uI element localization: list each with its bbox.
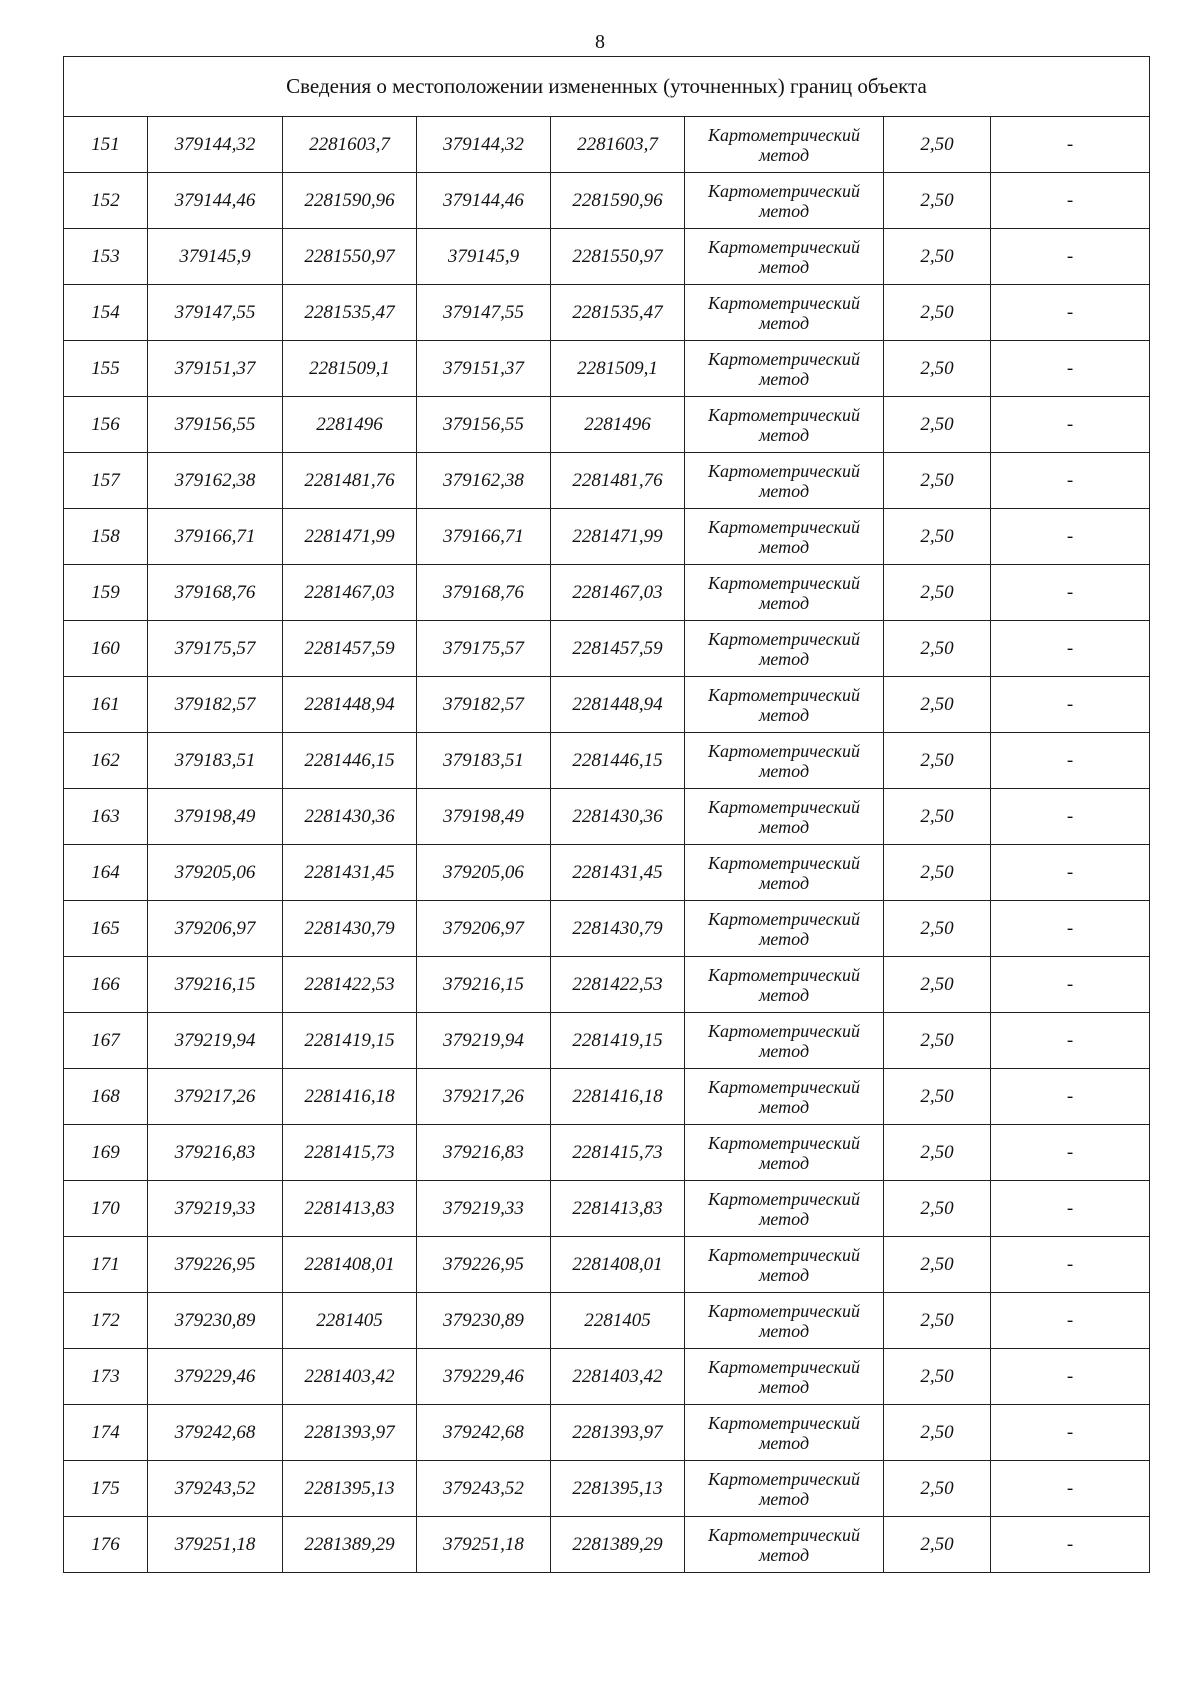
existing-y-cell: 2281408,01 xyxy=(283,1237,417,1293)
table-row xyxy=(64,733,1150,789)
accuracy-cell: 2,50 xyxy=(884,901,991,957)
table-row xyxy=(64,845,1150,901)
method-line-1: Картометрический xyxy=(707,796,860,817)
table-row xyxy=(64,1181,1150,1237)
accuracy-cell: 2,50 xyxy=(884,285,991,341)
accuracy-cell: 2,50 xyxy=(884,1517,991,1573)
accuracy-cell: 2,50 xyxy=(884,1181,991,1237)
method-cell xyxy=(685,1461,884,1517)
method-line-2: метод xyxy=(758,200,810,221)
method-line-1: Картометрический xyxy=(707,1076,860,1097)
accuracy-cell: 2,50 xyxy=(884,621,991,677)
existing-y-cell: 2281590,96 xyxy=(283,173,417,229)
new-y-cell: 2281448,94 xyxy=(551,677,685,733)
table-row xyxy=(64,509,1150,565)
new-x-cell: 379230,89 xyxy=(417,1293,551,1349)
accuracy-cell: 2,50 xyxy=(884,957,991,1013)
point-number-cell: 152 xyxy=(64,173,148,229)
new-y-cell: 2281535,47 xyxy=(551,285,685,341)
accuracy-cell: 2,50 xyxy=(884,1125,991,1181)
method-line-1: Картометрический xyxy=(707,292,860,313)
note-cell: - xyxy=(991,565,1150,621)
method-cell xyxy=(685,789,884,845)
point-number-cell: 166 xyxy=(64,957,148,1013)
method-line-1: Картометрический xyxy=(707,236,860,257)
point-number-cell: 171 xyxy=(64,1237,148,1293)
method-line-1: Картометрический xyxy=(707,908,860,929)
method-line-2: метод xyxy=(758,312,810,333)
new-y-cell: 2281389,29 xyxy=(551,1517,685,1573)
existing-x-cell: 379206,97 xyxy=(148,901,283,957)
method-line-1: Картометрический xyxy=(707,1300,860,1321)
method-line-2: метод xyxy=(758,1152,810,1173)
accuracy-cell: 2,50 xyxy=(884,1237,991,1293)
existing-y-cell: 2281389,29 xyxy=(283,1517,417,1573)
note-cell: - xyxy=(991,1013,1150,1069)
method-line-1: Картометрический xyxy=(707,628,860,649)
method-cell xyxy=(685,1237,884,1293)
accuracy-cell: 2,50 xyxy=(884,677,991,733)
new-y-cell: 2281419,15 xyxy=(551,1013,685,1069)
note-cell: - xyxy=(991,901,1150,957)
new-x-cell: 379166,71 xyxy=(417,509,551,565)
existing-x-cell: 379251,18 xyxy=(148,1517,283,1573)
new-x-cell: 379156,55 xyxy=(417,397,551,453)
table-row xyxy=(64,677,1150,733)
existing-y-cell: 2281419,15 xyxy=(283,1013,417,1069)
existing-y-cell: 2281471,99 xyxy=(283,509,417,565)
method-line-2: метод xyxy=(758,144,810,165)
new-y-cell: 2281405 xyxy=(551,1293,685,1349)
point-number-cell: 175 xyxy=(64,1461,148,1517)
method-line-2: метод xyxy=(758,1208,810,1229)
method-line-2: метод xyxy=(758,1264,810,1285)
table-row xyxy=(64,285,1150,341)
method-line-1: Картометрический xyxy=(707,1412,860,1433)
accuracy-cell: 2,50 xyxy=(884,789,991,845)
existing-y-cell: 2281550,97 xyxy=(283,229,417,285)
method-cell xyxy=(685,957,884,1013)
new-y-cell: 2281471,99 xyxy=(551,509,685,565)
method-line-1: Картометрический xyxy=(707,1244,860,1265)
existing-y-cell: 2281446,15 xyxy=(283,733,417,789)
note-cell: - xyxy=(991,677,1150,733)
note-cell: - xyxy=(991,1349,1150,1405)
existing-x-cell: 379226,95 xyxy=(148,1237,283,1293)
new-x-cell: 379144,46 xyxy=(417,173,551,229)
new-y-cell: 2281496 xyxy=(551,397,685,453)
method-cell xyxy=(685,173,884,229)
existing-y-cell: 2281467,03 xyxy=(283,565,417,621)
note-cell: - xyxy=(991,1069,1150,1125)
table-row xyxy=(64,1069,1150,1125)
existing-y-cell: 2281422,53 xyxy=(283,957,417,1013)
new-y-cell: 2281408,01 xyxy=(551,1237,685,1293)
existing-x-cell: 379217,26 xyxy=(148,1069,283,1125)
new-y-cell: 2281415,73 xyxy=(551,1125,685,1181)
accuracy-cell: 2,50 xyxy=(884,453,991,509)
point-number-cell: 168 xyxy=(64,1069,148,1125)
new-x-cell: 379162,38 xyxy=(417,453,551,509)
new-y-cell: 2281457,59 xyxy=(551,621,685,677)
note-cell: - xyxy=(991,845,1150,901)
new-y-cell: 2281422,53 xyxy=(551,957,685,1013)
existing-y-cell: 2281535,47 xyxy=(283,285,417,341)
method-line-1: Картометрический xyxy=(707,572,860,593)
new-x-cell: 379219,33 xyxy=(417,1181,551,1237)
new-y-cell: 2281403,42 xyxy=(551,1349,685,1405)
method-cell xyxy=(685,1293,884,1349)
new-y-cell: 2281590,96 xyxy=(551,173,685,229)
method-line-2: метод xyxy=(758,1096,810,1117)
method-cell xyxy=(685,117,884,173)
existing-x-cell: 379162,38 xyxy=(148,453,283,509)
table-row xyxy=(64,621,1150,677)
table-row xyxy=(64,1461,1150,1517)
new-y-cell: 2281416,18 xyxy=(551,1069,685,1125)
table-row xyxy=(64,1349,1150,1405)
existing-x-cell: 379242,68 xyxy=(148,1405,283,1461)
table-header-row xyxy=(64,57,1150,117)
coordinates-table xyxy=(63,56,1150,1573)
point-number-cell: 161 xyxy=(64,677,148,733)
existing-x-cell: 379145,9 xyxy=(148,229,283,285)
point-number-cell: 163 xyxy=(64,789,148,845)
method-line-2: метод xyxy=(758,1376,810,1397)
point-number-cell: 170 xyxy=(64,1181,148,1237)
method-line-2: метод xyxy=(758,648,810,669)
new-x-cell: 379219,94 xyxy=(417,1013,551,1069)
new-x-cell: 379198,49 xyxy=(417,789,551,845)
note-cell: - xyxy=(991,229,1150,285)
table-row xyxy=(64,789,1150,845)
new-x-cell: 379229,46 xyxy=(417,1349,551,1405)
new-y-cell: 2281481,76 xyxy=(551,453,685,509)
existing-x-cell: 379198,49 xyxy=(148,789,283,845)
existing-x-cell: 379229,46 xyxy=(148,1349,283,1405)
new-x-cell: 379216,15 xyxy=(417,957,551,1013)
existing-y-cell: 2281430,79 xyxy=(283,901,417,957)
existing-y-cell: 2281415,73 xyxy=(283,1125,417,1181)
point-number-cell: 165 xyxy=(64,901,148,957)
point-number-cell: 151 xyxy=(64,117,148,173)
method-cell xyxy=(685,677,884,733)
note-cell: - xyxy=(991,509,1150,565)
new-x-cell: 379182,57 xyxy=(417,677,551,733)
point-number-cell: 154 xyxy=(64,285,148,341)
point-number-cell: 158 xyxy=(64,509,148,565)
new-y-cell: 2281550,97 xyxy=(551,229,685,285)
new-y-cell: 2281431,45 xyxy=(551,845,685,901)
table-row xyxy=(64,117,1150,173)
existing-x-cell: 379243,52 xyxy=(148,1461,283,1517)
existing-y-cell: 2281430,36 xyxy=(283,789,417,845)
table-row xyxy=(64,341,1150,397)
note-cell: - xyxy=(991,1181,1150,1237)
new-x-cell: 379251,18 xyxy=(417,1517,551,1573)
point-number-cell: 172 xyxy=(64,1293,148,1349)
method-cell xyxy=(685,845,884,901)
new-y-cell: 2281509,1 xyxy=(551,341,685,397)
table-row xyxy=(64,1125,1150,1181)
accuracy-cell: 2,50 xyxy=(884,1461,991,1517)
method-line-1: Картометрический xyxy=(707,460,860,481)
method-cell xyxy=(685,1125,884,1181)
method-line-2: метод xyxy=(758,480,810,501)
existing-y-cell: 2281457,59 xyxy=(283,621,417,677)
method-line-2: метод xyxy=(758,1432,810,1453)
method-line-1: Картометрический xyxy=(707,1020,860,1041)
method-line-2: метод xyxy=(758,536,810,557)
existing-x-cell: 379151,37 xyxy=(148,341,283,397)
new-x-cell: 379145,9 xyxy=(417,229,551,285)
existing-x-cell: 379216,15 xyxy=(148,957,283,1013)
new-x-cell: 379168,76 xyxy=(417,565,551,621)
existing-x-cell: 379175,57 xyxy=(148,621,283,677)
method-line-2: метод xyxy=(758,872,810,893)
existing-y-cell: 2281603,7 xyxy=(283,117,417,173)
method-cell xyxy=(685,901,884,957)
new-y-cell: 2281395,13 xyxy=(551,1461,685,1517)
method-cell xyxy=(685,1069,884,1125)
existing-y-cell: 2281405 xyxy=(283,1293,417,1349)
table-row xyxy=(64,1517,1150,1573)
existing-x-cell: 379205,06 xyxy=(148,845,283,901)
method-cell xyxy=(685,1517,884,1573)
method-line-1: Картометрический xyxy=(707,404,860,425)
method-cell xyxy=(685,1013,884,1069)
existing-x-cell: 379183,51 xyxy=(148,733,283,789)
new-x-cell: 379151,37 xyxy=(417,341,551,397)
method-line-2: метод xyxy=(758,928,810,949)
existing-x-cell: 379166,71 xyxy=(148,509,283,565)
note-cell: - xyxy=(991,1237,1150,1293)
existing-y-cell: 2281416,18 xyxy=(283,1069,417,1125)
existing-x-cell: 379216,83 xyxy=(148,1125,283,1181)
point-number-cell: 156 xyxy=(64,397,148,453)
note-cell: - xyxy=(991,173,1150,229)
method-line-2: метод xyxy=(758,704,810,725)
note-cell: - xyxy=(991,733,1150,789)
new-y-cell: 2281413,83 xyxy=(551,1181,685,1237)
new-x-cell: 379243,52 xyxy=(417,1461,551,1517)
method-line-1: Картометрический xyxy=(707,964,860,985)
note-cell: - xyxy=(991,285,1150,341)
method-line-2: метод xyxy=(758,424,810,445)
accuracy-cell: 2,50 xyxy=(884,733,991,789)
point-number-cell: 164 xyxy=(64,845,148,901)
table-title: Сведения о местоположении измененных (уточненных) границ объекта xyxy=(64,57,1150,117)
method-cell xyxy=(685,453,884,509)
accuracy-cell: 2,50 xyxy=(884,1349,991,1405)
method-line-1: Картометрический xyxy=(707,852,860,873)
accuracy-cell: 2,50 xyxy=(884,173,991,229)
method-cell xyxy=(685,229,884,285)
table-row xyxy=(64,397,1150,453)
method-line-2: метод xyxy=(758,1544,810,1565)
point-number-cell: 167 xyxy=(64,1013,148,1069)
method-cell xyxy=(685,397,884,453)
new-x-cell: 379183,51 xyxy=(417,733,551,789)
new-x-cell: 379205,06 xyxy=(417,845,551,901)
point-number-cell: 173 xyxy=(64,1349,148,1405)
existing-x-cell: 379156,55 xyxy=(148,397,283,453)
table-row xyxy=(64,901,1150,957)
note-cell: - xyxy=(991,397,1150,453)
method-line-1: Картометрический xyxy=(707,1468,860,1489)
method-line-1: Картометрический xyxy=(707,1188,860,1209)
method-line-2: метод xyxy=(758,256,810,277)
accuracy-cell: 2,50 xyxy=(884,1405,991,1461)
existing-x-cell: 379147,55 xyxy=(148,285,283,341)
table-row xyxy=(64,1013,1150,1069)
method-line-1: Картометрический xyxy=(707,740,860,761)
existing-x-cell: 379219,33 xyxy=(148,1181,283,1237)
new-y-cell: 2281393,97 xyxy=(551,1405,685,1461)
point-number-cell: 159 xyxy=(64,565,148,621)
existing-y-cell: 2281448,94 xyxy=(283,677,417,733)
note-cell: - xyxy=(991,1517,1150,1573)
method-line-2: метод xyxy=(758,760,810,781)
method-cell xyxy=(685,341,884,397)
point-number-cell: 160 xyxy=(64,621,148,677)
table-row xyxy=(64,1405,1150,1461)
accuracy-cell: 2,50 xyxy=(884,509,991,565)
table-row xyxy=(64,957,1150,1013)
existing-y-cell: 2281496 xyxy=(283,397,417,453)
method-line-1: Картометрический xyxy=(707,348,860,369)
method-line-2: метод xyxy=(758,1320,810,1341)
new-x-cell: 379206,97 xyxy=(417,901,551,957)
method-line-2: метод xyxy=(758,816,810,837)
existing-x-cell: 379182,57 xyxy=(148,677,283,733)
existing-y-cell: 2281481,76 xyxy=(283,453,417,509)
note-cell: - xyxy=(991,1293,1150,1349)
method-line-1: Картометрический xyxy=(707,180,860,201)
existing-y-cell: 2281393,97 xyxy=(283,1405,417,1461)
method-cell xyxy=(685,509,884,565)
new-y-cell: 2281446,15 xyxy=(551,733,685,789)
accuracy-cell: 2,50 xyxy=(884,341,991,397)
point-number-cell: 176 xyxy=(64,1517,148,1573)
table-row xyxy=(64,1293,1150,1349)
existing-x-cell: 379144,32 xyxy=(148,117,283,173)
point-number-cell: 174 xyxy=(64,1405,148,1461)
method-line-1: Картометрический xyxy=(707,1132,860,1153)
note-cell: - xyxy=(991,117,1150,173)
note-cell: - xyxy=(991,1125,1150,1181)
accuracy-cell: 2,50 xyxy=(884,845,991,901)
new-x-cell: 379242,68 xyxy=(417,1405,551,1461)
note-cell: - xyxy=(991,453,1150,509)
existing-x-cell: 379168,76 xyxy=(148,565,283,621)
existing-y-cell: 2281413,83 xyxy=(283,1181,417,1237)
new-x-cell: 379226,95 xyxy=(417,1237,551,1293)
method-cell xyxy=(685,285,884,341)
existing-x-cell: 379219,94 xyxy=(148,1013,283,1069)
new-x-cell: 379144,32 xyxy=(417,117,551,173)
existing-y-cell: 2281403,42 xyxy=(283,1349,417,1405)
table-row xyxy=(64,1237,1150,1293)
accuracy-cell: 2,50 xyxy=(884,1293,991,1349)
method-line-1: Картометрический xyxy=(707,516,860,537)
method-cell xyxy=(685,1349,884,1405)
method-line-1: Картометрический xyxy=(707,684,860,705)
method-line-2: метод xyxy=(758,1040,810,1061)
accuracy-cell: 2,50 xyxy=(884,397,991,453)
existing-x-cell: 379230,89 xyxy=(148,1293,283,1349)
existing-y-cell: 2281431,45 xyxy=(283,845,417,901)
method-cell xyxy=(685,1181,884,1237)
new-y-cell: 2281430,36 xyxy=(551,789,685,845)
method-cell xyxy=(685,565,884,621)
page-number: 8 xyxy=(595,31,605,53)
table-row xyxy=(64,229,1150,285)
accuracy-cell: 2,50 xyxy=(884,117,991,173)
method-cell xyxy=(685,1405,884,1461)
existing-x-cell: 379144,46 xyxy=(148,173,283,229)
new-x-cell: 379175,57 xyxy=(417,621,551,677)
note-cell: - xyxy=(991,1405,1150,1461)
new-y-cell: 2281603,7 xyxy=(551,117,685,173)
method-line-1: Картометрический xyxy=(707,1356,860,1377)
note-cell: - xyxy=(991,957,1150,1013)
note-cell: - xyxy=(991,789,1150,845)
point-number-cell: 162 xyxy=(64,733,148,789)
method-line-2: метод xyxy=(758,1488,810,1509)
note-cell: - xyxy=(991,621,1150,677)
method-line-1: Картометрический xyxy=(707,1524,860,1545)
point-number-cell: 169 xyxy=(64,1125,148,1181)
existing-y-cell: 2281395,13 xyxy=(283,1461,417,1517)
point-number-cell: 153 xyxy=(64,229,148,285)
method-line-2: метод xyxy=(758,592,810,613)
accuracy-cell: 2,50 xyxy=(884,1013,991,1069)
method-line-1: Картометрический xyxy=(707,124,860,145)
point-number-cell: 155 xyxy=(64,341,148,397)
table-row xyxy=(64,453,1150,509)
new-y-cell: 2281467,03 xyxy=(551,565,685,621)
accuracy-cell: 2,50 xyxy=(884,1069,991,1125)
new-x-cell: 379216,83 xyxy=(417,1125,551,1181)
new-y-cell: 2281430,79 xyxy=(551,901,685,957)
accuracy-cell: 2,50 xyxy=(884,565,991,621)
existing-y-cell: 2281509,1 xyxy=(283,341,417,397)
table-row xyxy=(64,173,1150,229)
method-cell xyxy=(685,733,884,789)
point-number-cell: 157 xyxy=(64,453,148,509)
table-row xyxy=(64,565,1150,621)
note-cell: - xyxy=(991,341,1150,397)
method-line-2: метод xyxy=(758,368,810,389)
method-cell xyxy=(685,621,884,677)
accuracy-cell: 2,50 xyxy=(884,229,991,285)
method-line-2: метод xyxy=(758,984,810,1005)
note-cell: - xyxy=(991,1461,1150,1517)
new-x-cell: 379147,55 xyxy=(417,285,551,341)
new-x-cell: 379217,26 xyxy=(417,1069,551,1125)
